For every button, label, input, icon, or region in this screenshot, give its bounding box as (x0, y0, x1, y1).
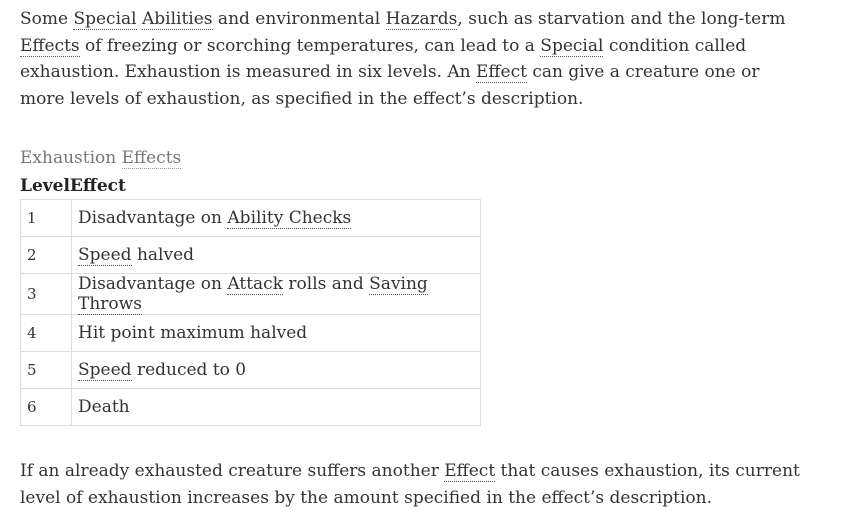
glossary-link-special[interactable]: Special (540, 35, 604, 56)
effect-cell (72, 389, 481, 426)
level-cell: 4 (21, 315, 72, 352)
header-effect: Effect (69, 176, 126, 196)
exhaustion-table (20, 199, 481, 426)
effect-text: Disadvantage on (78, 274, 228, 294)
level-cell: 1 (21, 200, 72, 237)
intro-text: can give a creature one or more levels of exhaustion, as specified in the effect’s description. (20, 62, 760, 109)
effect-cell (72, 274, 481, 315)
level-cell: 6 (21, 389, 72, 426)
table-header (20, 173, 126, 199)
effect-text: rolls and (283, 274, 370, 294)
outro-text: If an already exhausted creature suffers another (20, 461, 445, 481)
effect-text: Hit point maximum halved (78, 323, 308, 343)
level-cell: 5 (21, 352, 72, 389)
effect-cell (72, 352, 481, 389)
glossary-link[interactable]: Speed (78, 360, 132, 380)
glossary-link-effects[interactable]: Effects (121, 148, 182, 168)
outro-paragraph (20, 458, 800, 511)
table-row (21, 352, 481, 389)
glossary-link[interactable]: Speed (78, 245, 132, 265)
glossary-link-effects[interactable]: Effects (20, 35, 80, 56)
glossary-link[interactable]: Attack (227, 274, 284, 294)
intro-text: and environmental (212, 9, 386, 29)
table-row (21, 274, 481, 315)
table-caption (20, 145, 181, 171)
effect-text: reduced to 0 (131, 360, 247, 380)
caption-text: Exhaustion (20, 148, 122, 168)
level-cell: 3 (21, 274, 72, 315)
glossary-link[interactable]: Saving Throws (78, 274, 428, 314)
glossary-link-effect[interactable]: Effect (444, 461, 496, 481)
glossary-link[interactable]: Ability Checks (227, 208, 352, 228)
effect-cell (72, 315, 481, 352)
intro-text: Some (20, 9, 74, 29)
table-row (21, 389, 481, 426)
intro-paragraph (20, 6, 800, 112)
table-row (21, 237, 481, 274)
effect-text: halved (131, 245, 195, 265)
effect-cell (72, 237, 481, 274)
glossary-link-hazards[interactable]: Hazards (385, 9, 458, 29)
effect-text: Death (78, 397, 130, 417)
outro-text: that causes exhaustion, its current level of exhaustion increases by the amount specified in the effect’s description. (20, 461, 800, 508)
effect-cell (72, 200, 481, 237)
effect-text: Disadvantage on (78, 208, 228, 228)
table-row (21, 200, 481, 237)
table-row (21, 315, 481, 352)
header-level: Level (20, 176, 70, 196)
intro-text: of freezing or scorching temperatures, can lead to a (79, 35, 541, 56)
intro-text: condition called exhaustion. Exhaustion is measured in six levels. An (20, 35, 747, 82)
level-cell: 2 (21, 237, 72, 274)
intro-text: , such as starvation and the long-term (457, 9, 786, 29)
glossary-link-abilities[interactable]: Abilities (142, 9, 213, 29)
glossary-link-effect[interactable]: Effect (476, 62, 527, 82)
glossary-link-special[interactable]: Special (73, 9, 137, 29)
